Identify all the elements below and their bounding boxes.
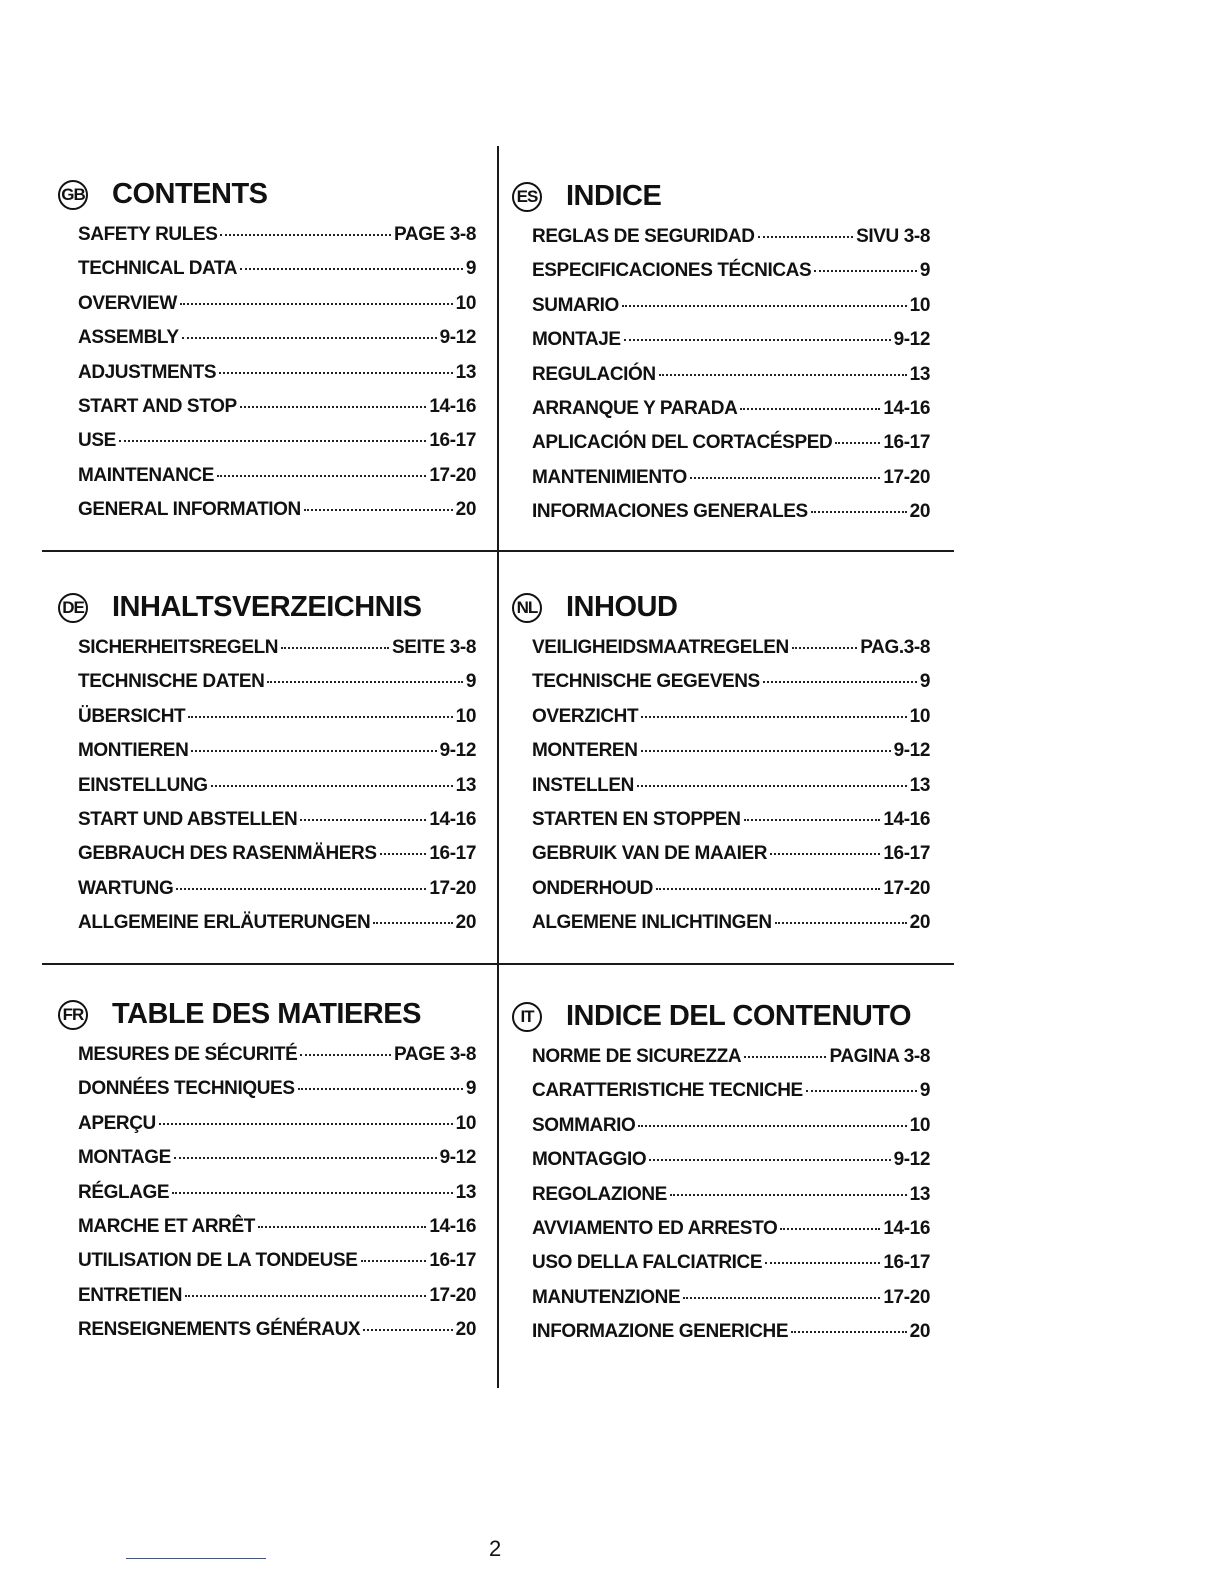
dot-leader (744, 1056, 826, 1058)
toc-list (78, 637, 476, 947)
section-gb-contents (58, 178, 476, 534)
toc-entry-label: ALLGEMEINE ERLÄUTERUNGEN (78, 912, 371, 934)
toc-entry-page: 16-17 (429, 843, 476, 865)
toc-entry (532, 912, 930, 946)
toc-entry (532, 706, 930, 740)
toc-entry-label: INFORMAZIONE GENERICHE (532, 1321, 789, 1343)
horizontal-divider-bottom (42, 963, 954, 965)
toc-entry-label: OVERZICHT (532, 705, 639, 727)
toc-entry-label: SAFETY RULES (78, 224, 218, 245)
toc-entry-label: USE (78, 430, 116, 452)
toc-entry-label: TECHNISCHE GEGEVENS (532, 671, 760, 693)
toc-entry (532, 1080, 930, 1114)
toc-entry-page: 16-17 (883, 432, 930, 454)
toc-entry (78, 224, 476, 258)
toc-entry (532, 1184, 930, 1218)
toc-entry-page: 17-20 (883, 877, 930, 899)
toc-entry (78, 396, 476, 430)
toc-entry-page: 20 (909, 1321, 930, 1343)
dot-leader (780, 1228, 880, 1230)
dot-leader (373, 922, 452, 924)
toc-entry (78, 1216, 476, 1250)
toc-entry-label: TECHNISCHE DATEN (78, 671, 265, 693)
toc-entry (78, 878, 476, 912)
dot-leader (188, 716, 452, 718)
toc-entry-label: MANTENIMIENTO (532, 466, 687, 488)
toc-entry-page: 10 (909, 705, 930, 727)
toc-entry (532, 775, 930, 809)
dot-leader (281, 647, 389, 649)
toc-entry (78, 499, 476, 533)
toc-entry-label: ONDERHOUD (532, 877, 653, 899)
toc-list (532, 637, 930, 947)
language-badge-icon: FR (58, 1000, 88, 1030)
section-title: INHOUD (566, 591, 678, 623)
toc-entry-label: DONNÉES TECHNIQUES (78, 1078, 295, 1100)
dot-leader (811, 511, 907, 513)
toc-entry (532, 843, 930, 877)
toc-entry (78, 1250, 476, 1284)
section-title: INHALTSVERZEICHNIS (112, 591, 422, 623)
dot-leader (176, 888, 426, 890)
toc-entry-page: 14-16 (429, 808, 476, 830)
toc-entry-label: MONTAGGIO (532, 1149, 647, 1171)
toc-entry-label: START UND ABSTELLEN (78, 808, 298, 830)
toc-entry-page: 13 (455, 1181, 476, 1203)
toc-entry (78, 775, 476, 809)
dot-leader (220, 234, 391, 236)
dot-leader (180, 303, 453, 305)
footer-rule (126, 1558, 266, 1559)
toc-entry (532, 260, 930, 294)
toc-entry-label: WARTUNG (78, 877, 174, 899)
section-fr-table-des-matieres (58, 998, 476, 1354)
dot-leader (298, 1088, 463, 1090)
page-number: 2 (489, 1536, 502, 1561)
toc-entry-label: MONTIEREN (78, 740, 189, 762)
toc-entry (532, 329, 930, 363)
section-header (512, 182, 910, 226)
toc-entry (532, 1321, 930, 1355)
toc-entry (78, 1044, 476, 1078)
dot-leader (649, 1159, 890, 1161)
toc-entry-label: START AND STOP (78, 395, 237, 417)
dot-leader (304, 509, 453, 511)
toc-entry-page: SEITE 3-8 (391, 637, 476, 658)
toc-entry-label: APERÇU (78, 1112, 156, 1134)
dot-leader (641, 716, 906, 718)
toc-entry-label: APLICACIÓN DEL CORTACÉSPED (532, 432, 833, 454)
toc-entry-label: RÉGLAGE (78, 1181, 170, 1203)
toc-entry-label: SUMARIO (532, 294, 619, 316)
toc-entry (78, 843, 476, 877)
toc-entry (532, 878, 930, 912)
dot-leader (182, 337, 437, 339)
toc-entry-page: 16-17 (883, 843, 930, 865)
toc-entry-page: PAGE 3-8 (394, 224, 476, 245)
toc-entry-page: 9 (465, 258, 476, 280)
dot-leader (765, 1262, 880, 1264)
toc-entry (532, 432, 930, 466)
toc-entry (78, 809, 476, 843)
section-es-indice (512, 180, 930, 536)
toc-entry-label: CARATTERISTICHE TECNICHE (532, 1080, 803, 1102)
dot-leader (240, 268, 463, 270)
toc-entry (532, 226, 930, 260)
toc-entry-label: INFORMACIONES GENERALES (532, 501, 808, 523)
dot-leader (792, 647, 857, 649)
toc-entry-label: ARRANQUE Y PARADA (532, 397, 738, 419)
toc-entry-page: 16-17 (883, 1252, 930, 1274)
dot-leader (217, 475, 426, 477)
toc-entry-label: GEBRAUCH DES RASENMÄHERS (78, 843, 377, 865)
toc-entry-label: ENTRETIEN (78, 1284, 183, 1306)
toc-entry-label: AVVIAMENTO ED ARRESTO (532, 1217, 778, 1239)
language-badge-icon: IT (512, 1002, 542, 1032)
language-badge-icon: ES (512, 182, 542, 212)
toc-entry-page: 10 (909, 294, 930, 316)
toc-entry-page: 9 (919, 671, 930, 693)
toc-entry (532, 1287, 930, 1321)
toc-list (78, 224, 476, 534)
dot-leader (361, 1260, 427, 1262)
toc-entry-page: 20 (909, 912, 930, 934)
toc-list (532, 226, 930, 536)
toc-entry-page: PAGE 3-8 (394, 1044, 476, 1065)
dot-leader (770, 853, 880, 855)
toc-entry-label: MARCHE ET ARRÊT (78, 1215, 255, 1237)
toc-entry-page: 13 (909, 1183, 930, 1205)
toc-entry-page: 9 (465, 671, 476, 693)
toc-entry (532, 1115, 930, 1149)
toc-entry-label: TECHNICAL DATA (78, 258, 238, 280)
toc-entry-label: VEILIGHEIDSMAATREGELEN (532, 637, 789, 658)
toc-entry-page: 9-12 (893, 740, 930, 762)
toc-entry-label: SOMMARIO (532, 1114, 636, 1136)
toc-entry-page: 10 (455, 705, 476, 727)
language-badge-icon: DE (58, 593, 88, 623)
toc-entry-label: STARTEN EN STOPPEN (532, 808, 741, 830)
toc-entry-page: 9-12 (439, 740, 476, 762)
toc-entry (532, 398, 930, 432)
toc-entry-label: EINSTELLUNG (78, 774, 208, 796)
toc-entry (532, 1252, 930, 1286)
dot-leader (791, 1331, 907, 1333)
toc-entry-page: 9 (465, 1078, 476, 1100)
toc-entry (78, 1285, 476, 1319)
toc-entry-label: INSTELLEN (532, 774, 634, 796)
toc-entry (78, 740, 476, 774)
dot-leader (744, 819, 881, 821)
dot-leader (683, 1297, 880, 1299)
toc-entry (78, 293, 476, 327)
dot-leader (637, 785, 907, 787)
toc-entry-label: OVERVIEW (78, 292, 177, 314)
toc-entry-page: 17-20 (883, 1286, 930, 1308)
toc-entry-label: MONTAJE (532, 329, 621, 351)
toc-entry (78, 706, 476, 740)
toc-entry-label: REGOLAZIONE (532, 1183, 667, 1205)
toc-entry-label: MONTAGE (78, 1147, 171, 1169)
toc-entry (532, 637, 930, 671)
dot-leader (638, 1125, 906, 1127)
section-title: TABLE DES MATIERES (112, 998, 421, 1030)
toc-entry-label: USO DELLA FALCIATRICE (532, 1252, 763, 1274)
dot-leader (624, 339, 891, 341)
toc-entry (78, 1078, 476, 1112)
toc-entry (78, 1147, 476, 1181)
toc-entry (78, 258, 476, 292)
toc-entry-page: 10 (455, 1112, 476, 1134)
toc-entry-page: 17-20 (429, 1284, 476, 1306)
toc-entry-page: 9-12 (439, 327, 476, 349)
section-header (58, 1000, 456, 1044)
toc-entry-page: 14-16 (883, 1217, 930, 1239)
dot-leader (185, 1295, 426, 1297)
dot-leader (380, 853, 427, 855)
toc-entry-page: 13 (455, 361, 476, 383)
section-header (512, 1002, 910, 1046)
toc-entry (78, 1182, 476, 1216)
toc-entry-page: 14-16 (883, 808, 930, 830)
toc-entry (78, 1113, 476, 1147)
toc-entry (532, 295, 930, 329)
toc-entry-page: 14-16 (883, 397, 930, 419)
dot-leader (659, 374, 907, 376)
toc-entry-label: MONTEREN (532, 740, 638, 762)
toc-entry-page: 9-12 (893, 1149, 930, 1171)
toc-entry-label: RENSEIGNEMENTS GÉNÉRAUX (78, 1319, 361, 1341)
section-title: CONTENTS (112, 178, 268, 210)
toc-entry-label: ASSEMBLY (78, 327, 179, 349)
toc-entry-label: ESPECIFICACIONES TÉCNICAS (532, 260, 812, 282)
toc-entry-label: MANUTENZIONE (532, 1286, 681, 1308)
dot-leader (622, 305, 907, 307)
toc-entry-page: 16-17 (429, 1250, 476, 1272)
dot-leader (835, 442, 880, 444)
toc-entry (532, 671, 930, 705)
toc-entry (78, 465, 476, 499)
toc-entry-page: SIVU 3-8 (856, 226, 930, 247)
vertical-divider (497, 146, 499, 1388)
toc-entry (78, 327, 476, 361)
dot-leader (740, 408, 880, 410)
dot-leader (219, 372, 453, 374)
dot-leader (814, 270, 917, 272)
toc-entry-label: UTILISATION DE LA TONDEUSE (78, 1250, 358, 1272)
dot-leader (656, 888, 880, 890)
toc-entry-label: REGLAS DE SEGURIDAD (532, 226, 755, 247)
toc-list (532, 1046, 930, 1356)
dot-leader (172, 1192, 453, 1194)
toc-entry-page: 16-17 (429, 430, 476, 452)
toc-entry (532, 1149, 930, 1183)
toc-entry-page: 20 (909, 501, 930, 523)
toc-entry-page: 9-12 (893, 329, 930, 351)
toc-entry-label: SICHERHEITSREGELN (78, 637, 279, 658)
section-header (512, 593, 910, 637)
dot-leader (300, 1054, 391, 1056)
dot-leader (211, 785, 453, 787)
dot-leader (806, 1090, 917, 1092)
dot-leader (191, 750, 436, 752)
section-title: INDICE (566, 180, 662, 212)
toc-entry-page: 17-20 (883, 466, 930, 488)
toc-entry (532, 1218, 930, 1252)
dot-leader (267, 681, 462, 683)
toc-entry-page: 10 (909, 1114, 930, 1136)
language-badge-icon: NL (512, 593, 542, 623)
dot-leader (159, 1123, 453, 1125)
toc-entry-page: 20 (455, 499, 476, 521)
toc-entry-label: GENERAL INFORMATION (78, 499, 301, 521)
toc-entry (78, 1319, 476, 1353)
toc-entry-page: 13 (909, 363, 930, 385)
toc-entry-page: 9 (919, 1080, 930, 1102)
toc-entry (532, 501, 930, 535)
language-badge-icon: GB (58, 180, 88, 210)
dot-leader (758, 236, 854, 238)
toc-entry-label: MAINTENANCE (78, 464, 214, 486)
dot-leader (300, 819, 426, 821)
dot-leader (240, 406, 427, 408)
section-de-inhaltsverzeichnis (58, 591, 476, 947)
toc-entry-page: PAG.3-8 (860, 637, 930, 658)
toc-entry-label: GEBRUIK VAN DE MAAIER (532, 843, 768, 865)
toc-entry (532, 467, 930, 501)
toc-entry-label: NORME DE SICUREZZA (532, 1046, 742, 1067)
dot-leader (641, 750, 891, 752)
toc-list (78, 1044, 476, 1354)
toc-entry (532, 740, 930, 774)
toc-entry-page: 20 (455, 1319, 476, 1341)
section-nl-inhoud (512, 591, 930, 947)
dot-leader (690, 477, 881, 479)
dot-leader (763, 681, 917, 683)
toc-entry-page: 17-20 (429, 464, 476, 486)
toc-entry-page: 14-16 (429, 395, 476, 417)
toc-entry-page: 17-20 (429, 877, 476, 899)
dot-leader (670, 1194, 907, 1196)
toc-entry-page: PAGINA 3-8 (829, 1046, 930, 1067)
toc-entry-page: 10 (455, 292, 476, 314)
toc-entry-label: REGULACIÓN (532, 363, 656, 385)
toc-entry-label: ADJUSTMENTS (78, 361, 217, 383)
toc-entry (532, 364, 930, 398)
toc-entry-page: 13 (455, 774, 476, 796)
toc-entry (78, 362, 476, 396)
toc-entry (532, 1046, 930, 1080)
toc-entry (78, 430, 476, 464)
section-it-indice-del-contenuto (512, 1000, 930, 1356)
toc-entry-label: ALGEMENE INLICHTINGEN (532, 912, 772, 934)
toc-entry-page: 20 (455, 912, 476, 934)
section-title: INDICE DEL CONTENUTO (566, 1000, 912, 1032)
dot-leader (775, 922, 907, 924)
toc-entry-label: ÜBERSICHT (78, 705, 186, 727)
dot-leader (174, 1157, 437, 1159)
toc-entry (78, 671, 476, 705)
dot-leader (258, 1226, 426, 1228)
dot-leader (363, 1329, 452, 1331)
toc-entry-page: 9-12 (439, 1147, 476, 1169)
toc-entry-page: 9 (919, 260, 930, 282)
toc-entry (78, 637, 476, 671)
toc-entry-page: 13 (909, 774, 930, 796)
dot-leader (119, 440, 427, 442)
horizontal-divider-top (42, 550, 954, 552)
toc-entry-page: 14-16 (429, 1215, 476, 1237)
section-header (58, 180, 456, 224)
toc-entry-label: MESURES DE SÉCURITÉ (78, 1044, 298, 1065)
toc-entry (78, 912, 476, 946)
toc-entry (532, 809, 930, 843)
section-header (58, 593, 456, 637)
